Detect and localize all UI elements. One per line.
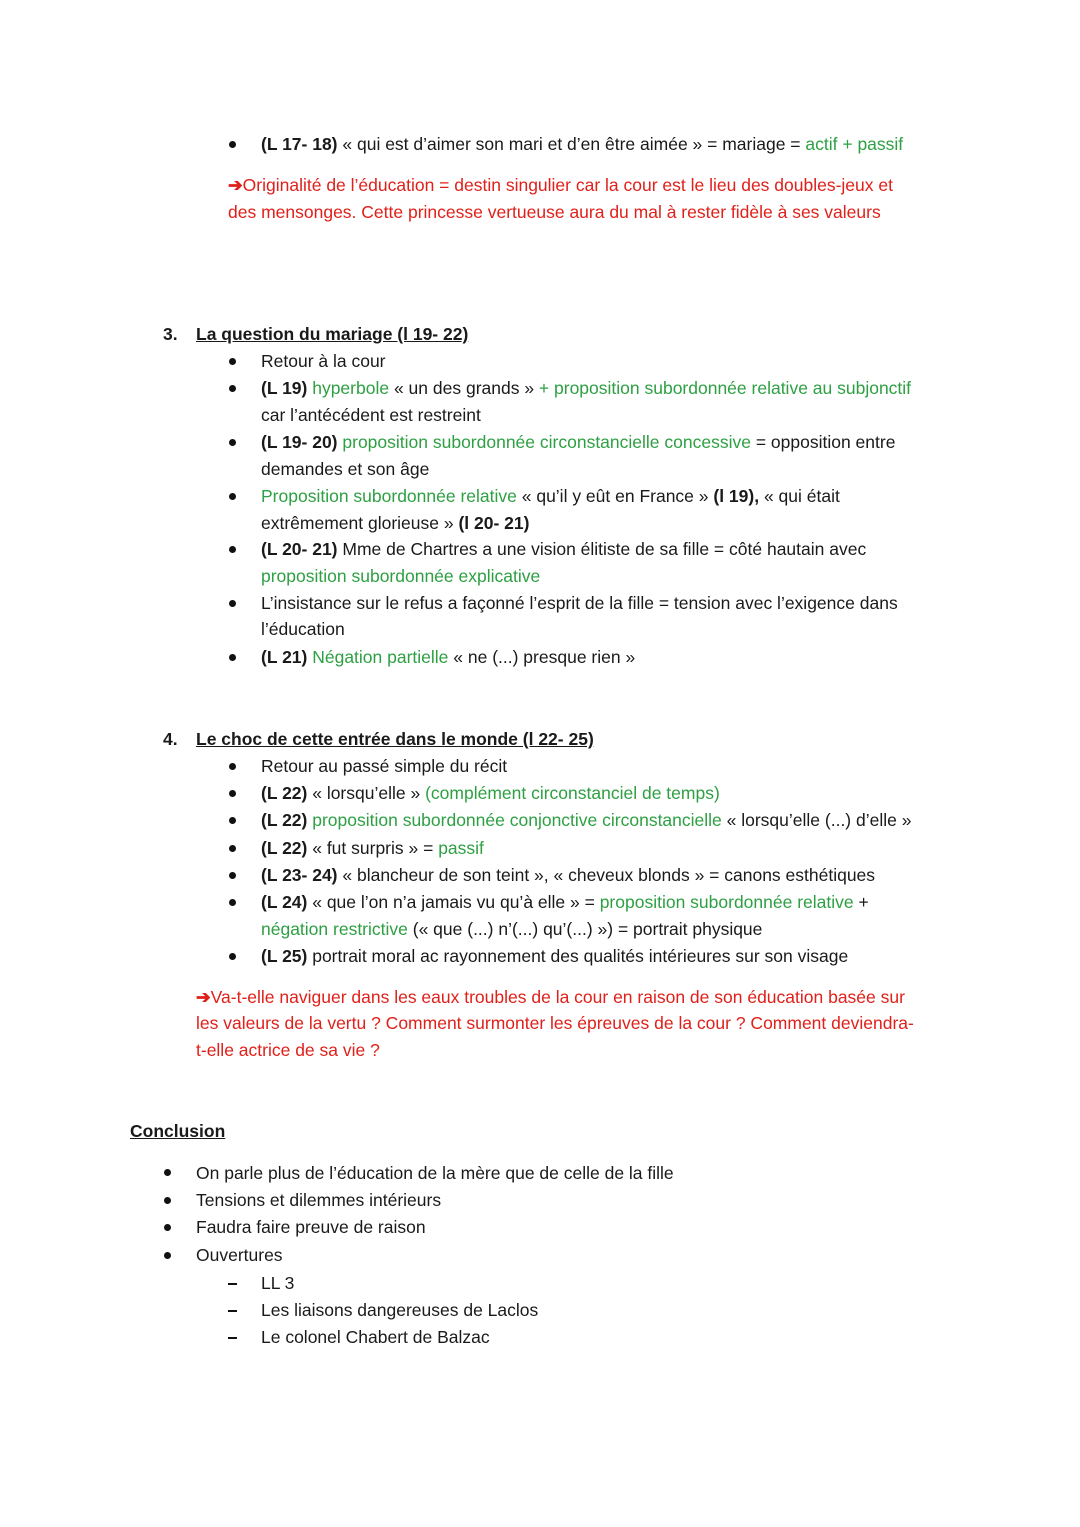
bullet-icon	[229, 763, 236, 770]
list-item: Retour à la cour	[261, 351, 386, 371]
list-item: (L 22) « lorsqu’elle » (complément circonstanciel de temps)	[261, 783, 720, 803]
list-item: L’insistance sur le refus a façonné l’esprit de la fille = tension avec l’exigence dans	[261, 593, 898, 613]
bullet-icon	[229, 790, 236, 797]
list-item: Retour au passé simple du récit	[261, 756, 508, 776]
bullet-icon	[164, 1252, 171, 1259]
section-number: 3.	[163, 324, 178, 344]
arrow-right-icon: ➔	[228, 175, 243, 195]
bullet-icon	[164, 1169, 171, 1176]
red-conclusion-line-2: des mensonges. Cette princesse vertueuse aura du mal à rester fidèle à ses valeurs	[228, 202, 881, 222]
bullet-icon	[229, 654, 236, 661]
dash-icon	[228, 1310, 237, 1312]
sub-list-item: Les liaisons dangereuses de Laclos	[261, 1300, 539, 1320]
list-item: Faudra faire preuve de raison	[196, 1217, 426, 1237]
arrow-right-icon: ➔	[196, 987, 211, 1007]
list-item: (L 21) Négation partielle « ne (...) presque rien »	[261, 647, 636, 667]
bullet-icon	[229, 953, 236, 960]
list-item: (L 24) « que l’on n’a jamais vu qu’à elle » = proposition subordonnée relative +	[261, 892, 869, 912]
bullet-icon	[229, 872, 236, 879]
red-conclusion-line-1: ➔Originalité de l’éducation = destin singulier car la cour est le lieu des doubles-jeux et	[228, 175, 893, 195]
bullet-icon	[164, 1224, 171, 1231]
bullet-icon	[229, 358, 236, 365]
red-question-line-1: ➔Va-t-elle naviguer dans les eaux troubles de la cour en raison de son éducation basée sur	[196, 987, 905, 1007]
bullet-icon	[229, 899, 236, 906]
bullet-icon	[229, 817, 236, 824]
bullet-icon	[229, 493, 236, 500]
bullet-icon	[229, 600, 236, 607]
list-item: (L 17- 18) « qui est d’aimer son mari et d’en être aimée » = mariage = actif + passif	[261, 134, 904, 154]
dash-icon	[228, 1283, 237, 1285]
list-item: Ouvertures	[196, 1245, 283, 1265]
bullet-icon	[229, 141, 236, 148]
list-item: (L 25) portrait moral ac rayonnement des qualités intérieures sur son visage	[261, 946, 849, 966]
red-question-line-2: les valeurs de la vertu ? Comment surmonter les épreuves de la cour ? Comment deviendra-	[196, 1013, 914, 1033]
list-item: Proposition subordonnée relative « qu’il y eût en France » (l 19), « qui était	[261, 486, 840, 506]
bullet-icon	[164, 1197, 171, 1204]
list-item: (L 22) proposition subordonnée conjonctive circonstancielle « lorsqu’elle (...) d’elle »	[261, 810, 912, 830]
section-title: La question du mariage (l 19- 22)	[196, 324, 469, 344]
list-item-continuation: demandes et son âge	[261, 459, 430, 479]
dash-icon	[228, 1337, 237, 1339]
list-item-continuation: extrêmement glorieuse » (l 20- 21)	[261, 513, 530, 533]
list-item-continuation: l’éducation	[261, 619, 345, 639]
sub-list-item: LL 3	[261, 1273, 295, 1293]
bullet-icon	[229, 385, 236, 392]
bullet-icon	[229, 845, 236, 852]
section-number: 4.	[163, 729, 178, 749]
section-title: Le choc de cette entrée dans le monde (l 22- 25)	[196, 729, 594, 749]
list-item: (L 19) hyperbole « un des grands » + proposition subordonnée relative au subjonctif	[261, 378, 912, 398]
bullet-icon	[229, 439, 236, 446]
list-item: (L 20- 21) Mme de Chartres a une vision élitiste de sa fille = côté hautain avec	[261, 539, 867, 559]
conclusion-title: Conclusion	[130, 1121, 226, 1141]
sub-list-item: Le colonel Chabert de Balzac	[261, 1327, 490, 1347]
list-item: On parle plus de l’éducation de la mère que de celle de la fille	[196, 1163, 674, 1183]
list-item: (L 19- 20) proposition subordonnée circonstancielle concessive = opposition entre	[261, 432, 896, 452]
red-question-line-3: t-elle actrice de sa vie ?	[196, 1040, 380, 1060]
list-item-continuation: négation restrictive (« que (...) n’(...) qu’(...) ») = portrait physique	[261, 919, 763, 939]
list-item-continuation: proposition subordonnée explicative	[261, 566, 541, 586]
list-item-continuation: car l’antécédent est restreint	[261, 405, 481, 425]
list-item: Tensions et dilemmes intérieurs	[196, 1190, 442, 1210]
list-item: (L 22) « fut surpris » = passif	[261, 838, 484, 858]
list-item: (L 23- 24) « blancheur de son teint », « cheveux blonds » = canons esthétiques	[261, 865, 876, 885]
bullet-icon	[229, 546, 236, 553]
